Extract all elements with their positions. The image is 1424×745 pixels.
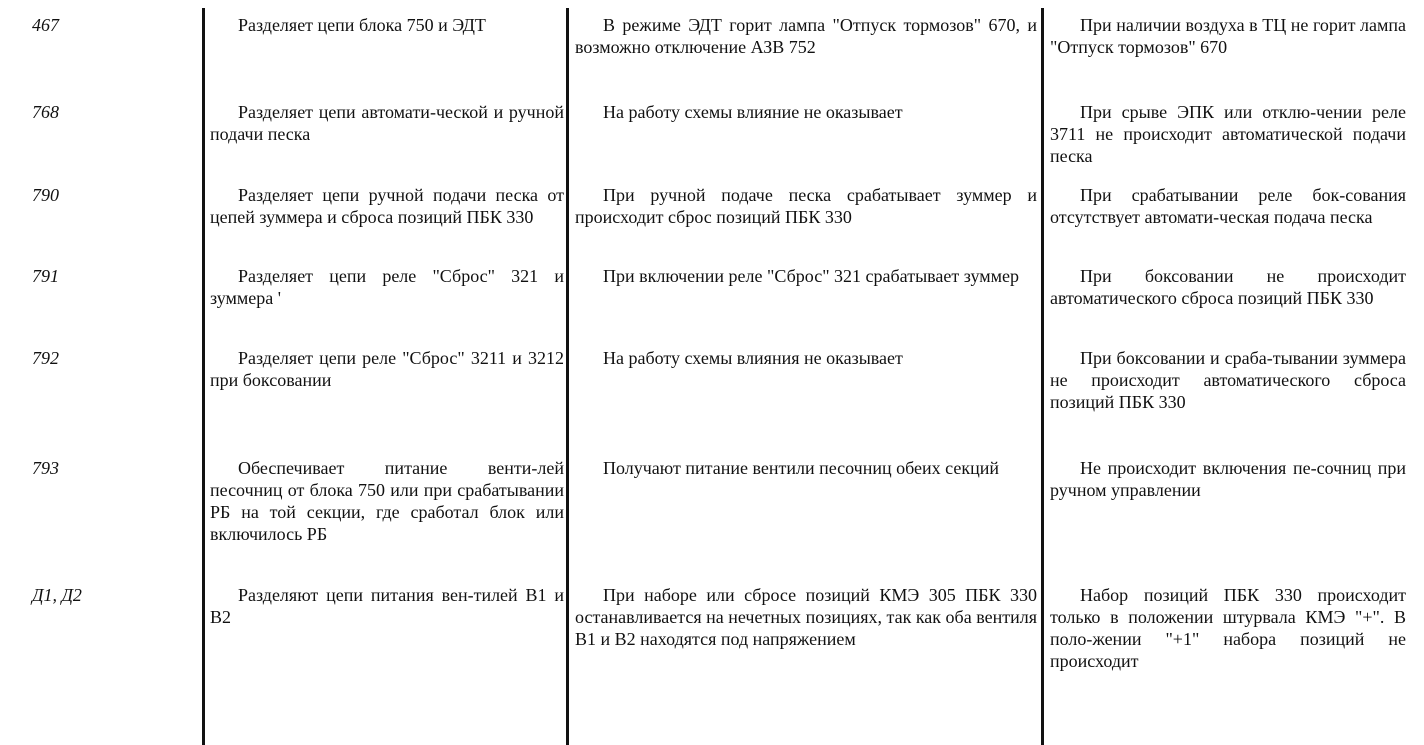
row-number: 790 [32, 185, 59, 205]
row-effect: В режиме ЭДТ горит лампа "Отпуск тормозов" 670, и возможно отключение АЗВ 752 [575, 15, 1037, 57]
column-divider-3 [1041, 8, 1044, 745]
column-divider-1 [202, 8, 205, 745]
row-fault: При боксовании и сраба-тывании зуммера не происходит автоматического сброса позиций ПБК 330 [1050, 348, 1406, 412]
row-purpose: Разделяют цепи питания вен-тилей В1 и В2 [210, 585, 564, 627]
row-fault: Не происходит включения пе-сочниц при ручном управлении [1050, 458, 1406, 500]
row-number: Д1, Д2 [32, 585, 82, 605]
row-purpose: Разделяет цепи ручной подачи песка от цепей зуммера и сброса позиций ПБК 330 [210, 185, 564, 227]
row-fault: При срыве ЭПК или отклю-чении реле 3711 не происходит автоматической подачи песка [1050, 102, 1406, 166]
row-purpose: Обеспечивает питание венти-лей песочниц от блока 750 или при срабатывании РБ на той секции, где сработал блок или включилось РБ [210, 458, 564, 544]
row-purpose: Разделяет цепи автомати-ческой и ручной подачи песка [210, 102, 564, 144]
row-effect: На работу схемы влияния не оказывает [603, 348, 903, 368]
row-effect: На работу схемы влияние не оказывает [603, 102, 903, 122]
row-fault: Набор позиций ПБК 330 происходит только в положении штурвала КМЭ "+". В поло-жении "+1" набора позиций не происходит [1050, 585, 1406, 671]
row-purpose: Разделяет цепи блока 750 и ЭДТ [238, 15, 486, 35]
row-number: 791 [32, 266, 59, 286]
row-effect: Получают питание вентили песочниц обеих секций [603, 458, 1000, 478]
row-number: 467 [32, 15, 59, 35]
row-effect: При ручной подаче песка срабатывает зуммер и происходит сброс позиций ПБК 330 [575, 185, 1037, 227]
row-fault: При наличии воздуха в ТЦ не горит лампа "Отпуск тормозов" 670 [1050, 15, 1406, 57]
row-effect: При наборе или сбросе позиций КМЭ 305 ПБК 330 останавливается на нечетных позициях, так как оба вентиля В1 и В2 находятся под напряжением [575, 585, 1037, 649]
row-fault: При боксовании не происходит автоматического сброса позиций ПБК 330 [1050, 266, 1406, 308]
row-purpose: Разделяет цепи реле "Сброс" 321 и зуммера ' [210, 266, 564, 308]
row-effect: При включении реле "Сброс" 321 срабатывает зуммер [603, 266, 1020, 286]
row-purpose: Разделяет цепи реле "Сброс" 3211 и 3212 при боксовании [210, 348, 564, 390]
row-number: 793 [32, 458, 59, 478]
column-divider-2 [566, 8, 569, 745]
row-fault: При срабатывании реле бок-сования отсутствует автомати-ческая подача песка [1050, 185, 1406, 227]
row-number: 768 [32, 102, 59, 122]
row-number: 792 [32, 348, 59, 368]
